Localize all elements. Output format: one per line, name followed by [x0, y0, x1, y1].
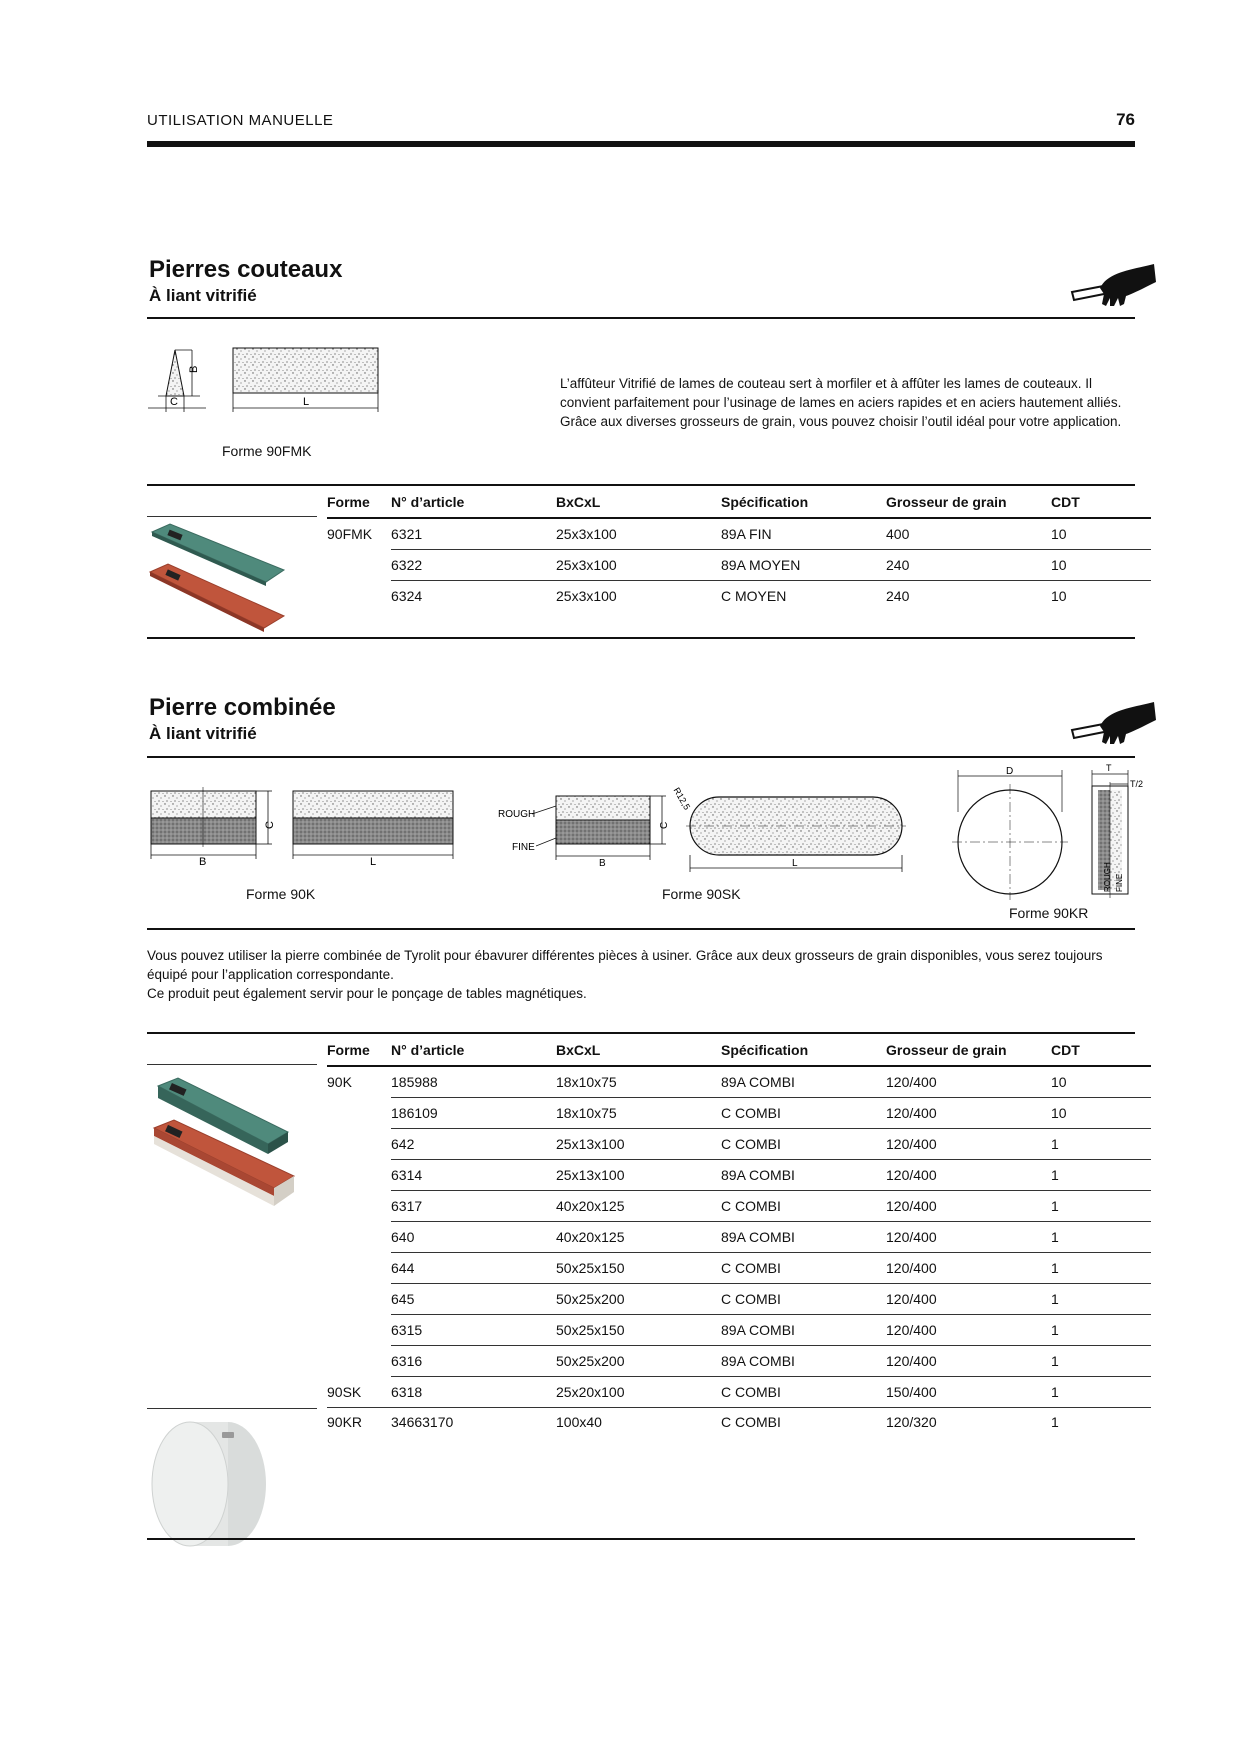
cell-cdt: 1: [1051, 1129, 1151, 1160]
cell-forme: [327, 1315, 391, 1346]
cell-spec: 89A COMBI: [721, 1160, 886, 1191]
dim-label-c: C: [170, 396, 178, 408]
cell-forme: 90FMK: [327, 526, 373, 543]
cell-spec: 89A COMBI: [721, 1066, 886, 1098]
cell-grain: 120/400: [886, 1222, 1051, 1253]
caption-90kr: Forme 90KR: [1009, 905, 1089, 921]
dim-label-b: B: [599, 858, 606, 869]
label-rough: ROUGH: [1103, 862, 1112, 892]
col-forme: Forme: [327, 486, 391, 518]
cell-spec: 89A COMBI: [721, 1222, 886, 1253]
cell-article: 642: [391, 1129, 556, 1160]
table-header-row: [327, 486, 1151, 518]
hand-held-stone-icon: [1070, 262, 1158, 315]
table-combination-stones: [327, 1034, 1151, 1538]
header-rule: [147, 141, 1135, 147]
col-spec: Spécification: [721, 1034, 886, 1066]
table1-bottom-rule: [147, 637, 1135, 639]
cell-dims: 25x3x100: [556, 588, 617, 604]
cell-forme: 90SK: [327, 1377, 391, 1408]
table-row: [327, 1315, 1151, 1346]
table-row: [327, 1377, 1151, 1408]
table-row: [327, 1160, 1151, 1191]
dim-label-d: D: [1006, 766, 1014, 777]
cell-grain: 120/400: [886, 1253, 1051, 1284]
dim-label-t2: T/2: [1130, 779, 1144, 789]
cell-article: 6315: [391, 1315, 556, 1346]
table-row: [327, 1222, 1151, 1253]
table-row: [327, 550, 1151, 581]
product-photo-knife-stones: [148, 520, 288, 643]
cell-dims: 25x13x100: [556, 1129, 721, 1160]
cell-spec: 89A MOYEN: [721, 550, 886, 581]
cell-cdt: 10: [1051, 1066, 1151, 1098]
cell-dims: 18x10x75: [556, 1098, 721, 1129]
cell-grain: 400: [886, 518, 1051, 550]
cell-dims: 25x13x100: [556, 1160, 721, 1191]
cell-cdt: 1: [1051, 1160, 1151, 1191]
section1-heading: [149, 256, 342, 306]
section2-subtitle: À liant vitrifié: [149, 724, 257, 743]
cell-grain: 120/400: [886, 1129, 1051, 1160]
cell-dims: 50x25x150: [556, 1253, 721, 1284]
dim-label-b: B: [199, 856, 207, 867]
cell-grain: 240: [886, 588, 910, 604]
table-row: [327, 1346, 1151, 1377]
cell-article: 6322: [391, 550, 556, 581]
cell-forme: [327, 1284, 391, 1315]
table-header-row: [327, 1034, 1151, 1066]
cell-forme: [327, 1129, 391, 1160]
section1-rule: [147, 317, 1135, 319]
cell-dims: 40x20x125: [556, 1191, 721, 1222]
section2-title: Pierre combinée: [149, 694, 336, 721]
cell-grain: 120/400: [886, 1284, 1051, 1315]
cell-dims: 25x3x100: [556, 550, 721, 581]
cell-article: 6316: [391, 1346, 556, 1377]
dim-label-r: R12,5: [671, 785, 693, 812]
cell-article: 6314: [391, 1160, 556, 1191]
cell-dims: 40x20x125: [556, 1222, 721, 1253]
col-dims: BxCxL: [556, 486, 721, 518]
cell-dims: 25x20x100: [556, 1377, 721, 1408]
table-body: [327, 1066, 1151, 1538]
cell-grain: 120/320: [886, 1414, 937, 1430]
cell-spec: C MOYEN: [721, 588, 787, 604]
caption-90k: Forme 90K: [246, 886, 316, 902]
cell-forme: [327, 550, 391, 581]
cell-spec: C COMBI: [721, 1098, 886, 1129]
product-photo-combination-stones: [148, 1072, 298, 1217]
section2-description: [147, 946, 1137, 1003]
cell-forme: 90K: [327, 1074, 352, 1091]
diagram-90fmk: [148, 340, 388, 425]
cell-forme: [327, 1098, 391, 1129]
label-fine: FINE: [1115, 873, 1124, 892]
cell-forme: [327, 1160, 391, 1191]
cell-article: 645: [391, 1284, 556, 1315]
table-row: [327, 1284, 1151, 1315]
cell-spec: C COMBI: [721, 1191, 886, 1222]
cell-cdt: 1: [1051, 1191, 1151, 1222]
dim-label-c: C: [659, 821, 670, 829]
col-dims: BxCxL: [556, 1034, 721, 1066]
caption-90fmk: Forme 90FMK: [222, 443, 312, 459]
cell-spec: C COMBI: [721, 1129, 886, 1160]
cell-spec: 89A COMBI: [721, 1346, 886, 1377]
table-row: [327, 1098, 1151, 1129]
diagram-90sk: [496, 782, 916, 879]
cell-grain: 240: [886, 550, 1051, 581]
cell-dims: 50x25x200: [556, 1346, 721, 1377]
cell-cdt: 10: [1051, 518, 1151, 550]
table-90fmk: [327, 486, 1151, 611]
cell-forme: 90KR: [327, 1414, 363, 1430]
caption-90sk: Forme 90SK: [662, 886, 741, 902]
cell-spec: 89A COMBI: [721, 1315, 886, 1346]
section2-heading: [149, 694, 336, 744]
section2-description-1: Vous pouvez utiliser la pierre combinée de Tyrolit pour ébavurer différentes pièces à usiner. Grâce aux deux grosseurs de grain disponibles, vous serez toujours équipé pour l’application correspondante.: [147, 948, 1103, 982]
cell-cdt: 1: [1051, 1284, 1151, 1315]
cell-grain: 120/400: [886, 1315, 1051, 1346]
col-cdt: CDT: [1051, 486, 1151, 518]
dim-label-c: C: [264, 821, 276, 829]
cell-article: 185988: [391, 1066, 556, 1098]
cell-cdt: 10: [1051, 588, 1067, 604]
cell-spec: C COMBI: [721, 1377, 886, 1408]
section1-title: Pierres couteaux: [149, 256, 343, 283]
label-rough: ROUGH: [498, 809, 536, 820]
col-grain: Grosseur de grain: [886, 1034, 1051, 1066]
dim-label-l: L: [303, 396, 310, 408]
cell-cdt: 1: [1051, 1222, 1151, 1253]
cell-dims: 25x3x100: [556, 518, 721, 550]
table1-left-rule: [147, 516, 317, 517]
col-article: N° d’article: [391, 1034, 556, 1066]
cell-grain: 120/400: [886, 1191, 1051, 1222]
cell-spec: 89A FIN: [721, 518, 886, 550]
cell-grain: 120/400: [886, 1160, 1051, 1191]
table2-bottom-rule: [147, 1538, 1135, 1540]
cell-dims: 50x25x150: [556, 1315, 721, 1346]
cell-spec: C COMBI: [721, 1414, 781, 1430]
dim-label-t: T: [1106, 763, 1112, 773]
table-row: [327, 1253, 1151, 1284]
table-row: [327, 1408, 1151, 1538]
col-grain: Grosseur de grain: [886, 486, 1051, 518]
section2-rule: [147, 756, 1135, 758]
cell-forme: [327, 581, 391, 612]
cell-forme: [327, 1191, 391, 1222]
table-row: [327, 581, 1151, 612]
col-spec: Spécification: [721, 486, 886, 518]
cell-dims: 100x40: [556, 1414, 602, 1430]
cell-cdt: 10: [1051, 1098, 1151, 1129]
table2-left-rule: [147, 1064, 317, 1065]
cell-spec: C COMBI: [721, 1284, 886, 1315]
cell-article: 186109: [391, 1098, 556, 1129]
col-article: N° d’article: [391, 486, 556, 518]
cell-grain: 120/400: [886, 1346, 1051, 1377]
section2-diagram-rule: [147, 928, 1135, 930]
table-row: [327, 1066, 1151, 1098]
hand-held-stone-icon: [1070, 700, 1158, 753]
cell-grain: 120/400: [886, 1098, 1051, 1129]
cell-spec: C COMBI: [721, 1253, 886, 1284]
cell-article: 644: [391, 1253, 556, 1284]
product-photo-round-stone: [150, 1420, 280, 1555]
cell-article: 6321: [391, 518, 556, 550]
diagram-90k: [148, 787, 468, 872]
cell-article: 6317: [391, 1191, 556, 1222]
section2-description-2: Ce produit peut également servir pour le ponçage de tables magnétiques.: [147, 986, 587, 1001]
cell-forme: [327, 1253, 391, 1284]
diagram-90kr: [948, 762, 1150, 907]
table-row: [327, 1191, 1151, 1222]
dim-label-b: B: [188, 365, 200, 373]
section1-description: L’affûteur Vitrifié de lames de couteau sert à morfiler et à affûter les lames de couteaux. Il convient parfaitement pour l’usinage de lames en aciers rapides et en aciers hautement alliés. Grâce aux diverses grosseurs de grain, vous pouvez choisir l’outil idéal pour votre application.: [560, 376, 1122, 429]
table-row: [327, 518, 1151, 550]
cell-cdt: 10: [1051, 550, 1151, 581]
col-forme: Forme: [327, 1034, 391, 1066]
cell-forme: [327, 1222, 391, 1253]
cell-cdt: 1: [1051, 1414, 1059, 1430]
page-number: 76: [1116, 110, 1135, 129]
running-header-title: UTILISATION MANUELLE: [147, 112, 334, 129]
cell-cdt: 1: [1051, 1377, 1151, 1408]
col-cdt: CDT: [1051, 1034, 1151, 1066]
cell-forme: [327, 1346, 391, 1377]
cell-dims: 50x25x200: [556, 1284, 721, 1315]
dim-label-l: L: [370, 856, 377, 867]
dim-label-l: L: [792, 858, 798, 869]
cell-cdt: 1: [1051, 1346, 1151, 1377]
cell-article: 6324: [391, 588, 423, 604]
cell-article: 6318: [391, 1377, 556, 1408]
cell-grain: 120/400: [886, 1066, 1051, 1098]
cell-article: 640: [391, 1222, 556, 1253]
cell-cdt: 1: [1051, 1315, 1151, 1346]
label-fine: FINE: [512, 842, 535, 853]
cell-cdt: 1: [1051, 1253, 1151, 1284]
section1-subtitle: À liant vitrifié: [149, 286, 257, 305]
cell-grain: 150/400: [886, 1377, 1051, 1408]
cell-article: 34663170: [391, 1414, 454, 1430]
cell-dims: 18x10x75: [556, 1066, 721, 1098]
table-row: [327, 1129, 1151, 1160]
table2-left-rule-2: [147, 1408, 317, 1409]
